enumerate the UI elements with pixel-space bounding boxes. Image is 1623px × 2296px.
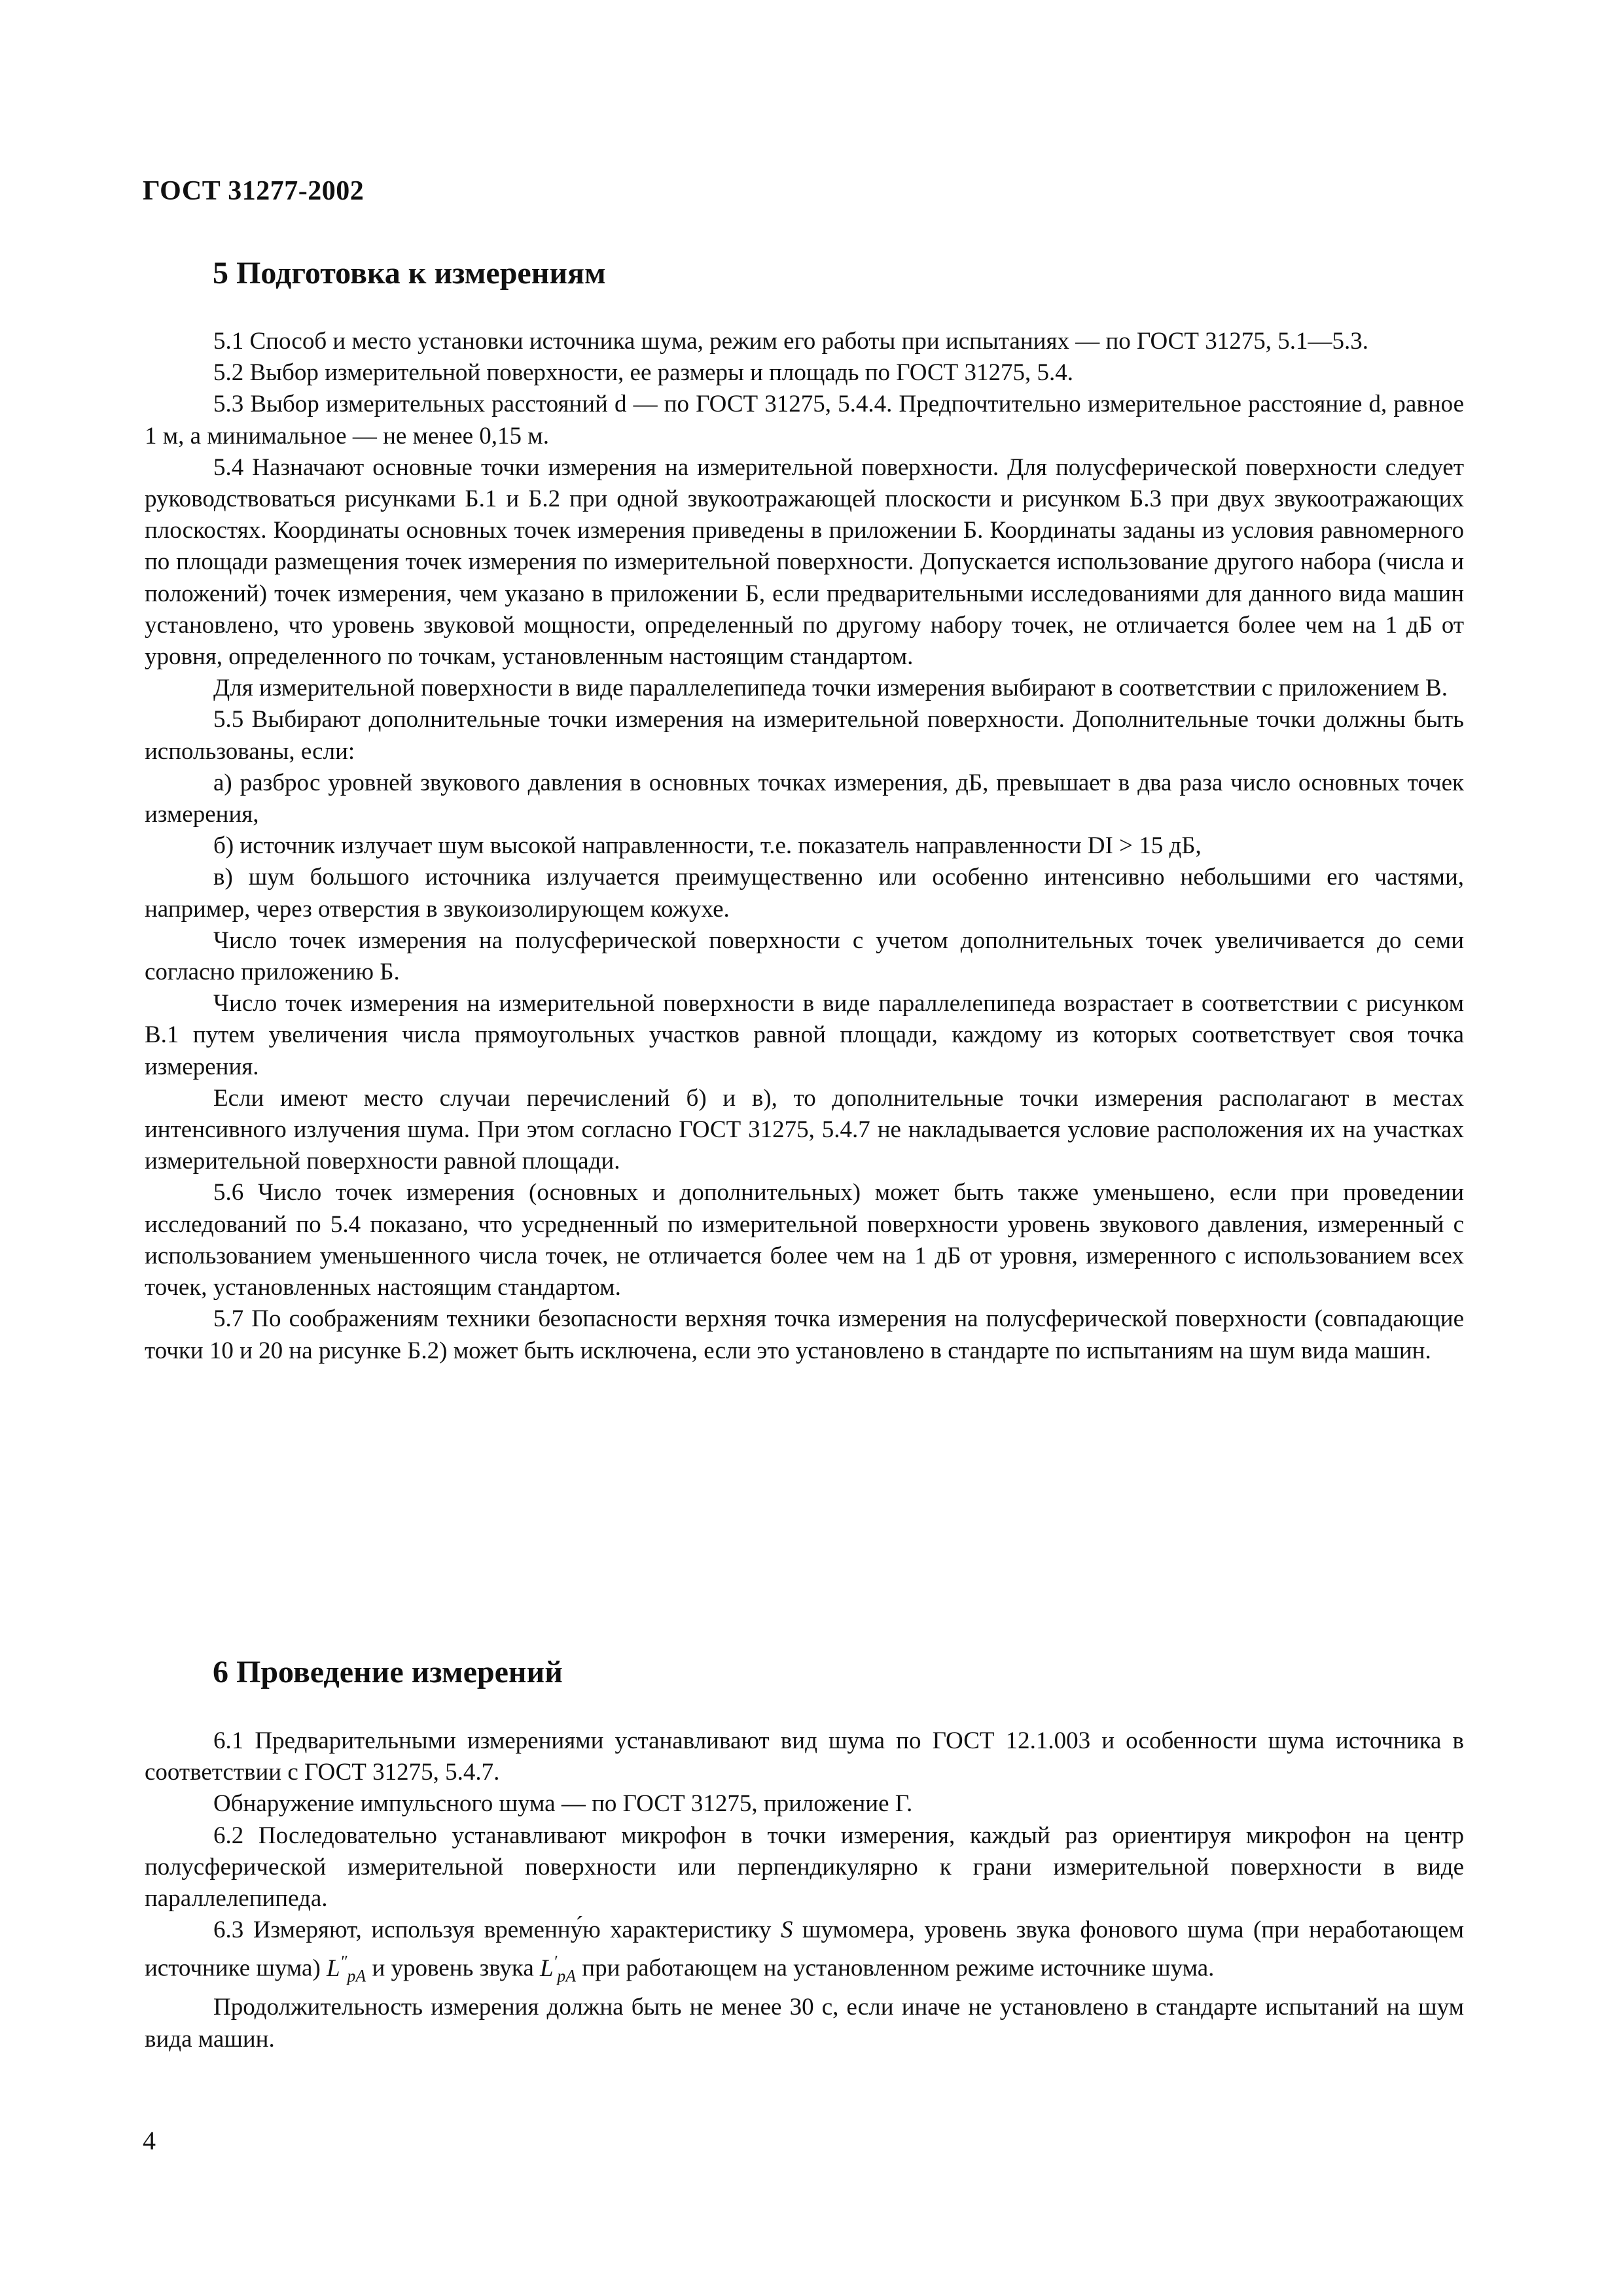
section-5-body <box>145 326 1464 1367</box>
section-6-heading: 6 Проведение измерений <box>213 1655 563 1689</box>
symbol-subscript: pA <box>347 1966 366 1986</box>
section-6-body <box>145 1725 1464 2055</box>
symbol-l: L <box>327 1954 340 1982</box>
paragraph-5-4-parallelepiped: Для измерительной поверхности в виде параллелепипеда точки измерения выбирают в соответствии с приложением В. <box>213 675 1448 702</box>
paragraph-6-3 <box>145 1915 1464 1992</box>
p63-text-3: и уровень звука <box>366 1954 540 1982</box>
symbol-s: S <box>780 1916 793 1944</box>
paragraph-6-2: 6.2 Последовательно устанавливают микрофон в точки измерения, каждый раз ориентируя микрофон на центр полусферической измерительной поверхности или перпендикулярно к грани измерительной поверхности в виде параллелепипеда. <box>145 1822 1464 1913</box>
symbol-background-level <box>327 1952 366 1986</box>
paragraph-duration: Продолжительность измерения должна быть не менее 30 с, если иначе не установлено в стандарте испытаний на шум вида машин. <box>145 1994 1464 2053</box>
paragraph-impulse-noise: Обнаружение импульсного шума — по ГОСТ 31275, приложение Г. <box>213 1790 913 1818</box>
document-header: ГОСТ 31277-2002 <box>143 176 365 206</box>
paragraph-5-2: 5.2 Выбор измерительной поверхности, ее размеры и площадь по ГОСТ 31275, 5.4. <box>213 359 1073 387</box>
paragraph-additional-points: Если имеют место случаи перечислений б) и в), то дополнительные точки измерения располагают в местах интенсивного излучения шума. При этом согласно ГОСТ 31275, 5.4.7 не накладывается условие расположения их на участках измерительной поверхности равной площади. <box>145 1084 1464 1175</box>
paragraph-5-7: 5.7 По соображениям техники безопасности верхняя точка измерения на полусферической поверхности (совпадающие точки 10 и 20 на рисунке Б.2) может быть исключена, если это установлено в стандарте по испытаниям на шум вида машин. <box>145 1305 1464 1364</box>
p63-text-2: шумомера, уровень звука фонового шума (при неработающем источнике шума) <box>145 1916 1464 1982</box>
list-item-v: в) шум большого источника излучается преимущественно или особенно интенсивно небольшими его частями, например, через отверстия в звукоизолирующем кожухе. <box>145 864 1464 923</box>
paragraph-5-3: 5.3 Выбор измерительных расстояний d — по ГОСТ 31275, 5.4.4. Предпочтительно измерительное расстояние d, равное 1 м, а минимальное — не менее 0,15 м. <box>145 391 1464 450</box>
paragraph-6-1: 6.1 Предварительными измерениями устанавливают вид шума по ГОСТ 12.1.003 и особенности шума источника в соответствии с ГОСТ 31275, 5.4.7. <box>145 1727 1464 1786</box>
paragraph-parallelepiped-points: Число точек измерения на измерительной поверхности в виде параллелепипеда возрастает в соответствии с рисунком В.1 путем увеличения числа прямоугольных участков равной площади, каждому из которых соответствует своя точка измерения. <box>145 990 1464 1080</box>
paragraph-hemisphere-points: Число точек измерения на полусферической поверхности с учетом дополнительных точек увеличивается до семи согласно приложению Б. <box>145 927 1464 986</box>
p63-text-1: 6.3 Измеряют, используя временну́ю характеристику <box>213 1916 781 1944</box>
paragraph-5-6: 5.6 Число точек измерения (основных и дополнительных) может быть также уменьшено, если при проведении исследований по 5.4 показано, что усредненный по измерительной поверхности уровень звукового давления, измеренный с использованием уменьшенного числа точек, не отличается более чем на 1 дБ от уровня, измеренного с использованием всех точек, установленных настоящим стандартом. <box>145 1179 1464 1301</box>
section-5-heading: 5 Подготовка к измерениям <box>213 256 606 291</box>
list-item-a: а) разброс уровней звукового давления в основных точках измерения, дБ, превышает в два раза число основных точек измерения, <box>145 769 1464 828</box>
symbol-prime: ′ <box>553 1952 558 1971</box>
list-item-b: б) источник излучает шум высокой направленности, т.е. показатель направленности DI > 15 дБ, <box>213 832 1202 860</box>
p63-text-4: при работающем на установленном режиме источнике шума. <box>576 1954 1215 1982</box>
symbol-l: L <box>540 1954 554 1982</box>
paragraph-5-4: 5.4 Назначают основные точки измерения на измерительной поверхности. Для полусферической поверхности следует руководствоваться рисунками Б.1 и Б.2 при одной звукоотражающей плоскости и рисунком Б.3 при двух звукоотражающих плоскостях. Координаты основных точек измерения приведены в приложении Б. Координаты заданы из условия равномерного по площади размещения точек измерения по измерительной поверхности. Допускается использование другого набора (числа и положений) точек измерения, чем указано в приложении Б, если предварительными исследованиями для данного вида машин установлено, что уровень звуковой мощности, определенный по другому набору точек, не отличается более чем на 1 дБ от уровня, определенного по точкам, установленным настоящим стандартом. <box>145 453 1464 671</box>
paragraph-5-1: 5.1 Способ и место установки источника шума, режим его работы при испытаниях — по ГОСТ 31275, 5.1—5.3. <box>213 328 1368 355</box>
symbol-operating-level <box>540 1952 577 1986</box>
symbol-double-prime: ″ <box>340 1952 348 1971</box>
paragraph-5-5: 5.5 Выбирают дополнительные точки измерения на измерительной поверхности. Дополнительные точки должны быть использованы, если: <box>145 706 1464 765</box>
page-number: 4 <box>143 2126 156 2155</box>
symbol-subscript: pA <box>557 1966 577 1986</box>
